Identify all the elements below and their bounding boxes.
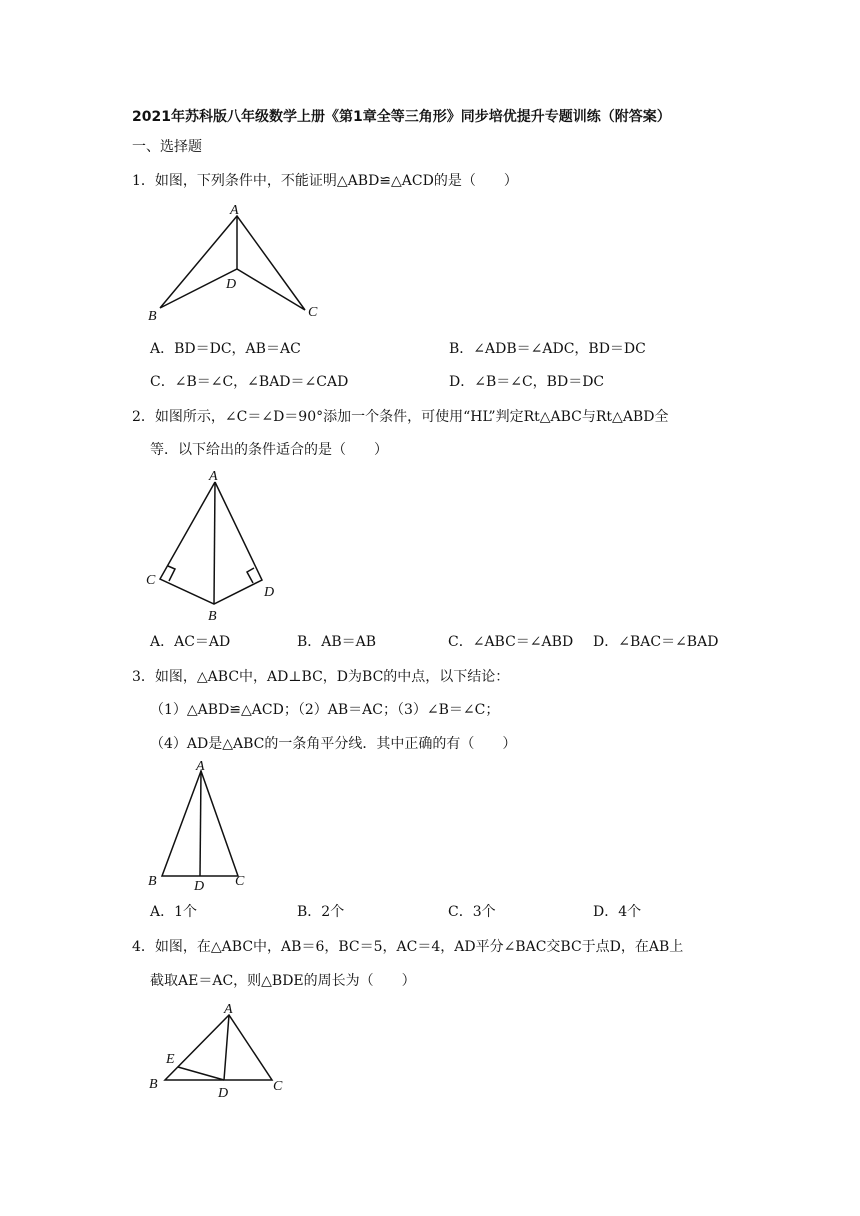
q3-label-a: A xyxy=(196,759,205,774)
question-3-line3: （4）AD是△ABC的一条角平分线．其中正确的有（ ） xyxy=(150,736,517,752)
q4-label-b: B xyxy=(149,1077,158,1092)
q2-label-b: B xyxy=(208,609,217,624)
q3-option-b[interactable]: B．2个 xyxy=(297,904,345,920)
q3-option-c[interactable]: C．3个 xyxy=(448,904,496,920)
q2-label-a: A xyxy=(209,469,218,484)
question-3-figure xyxy=(140,755,260,895)
q3-segment-ad xyxy=(200,771,201,876)
document-title: 2021年苏科版八年级数学上册《第1章全等三角形》同步培优提升专题训练（附答案） xyxy=(132,109,671,125)
q4-segment-ad xyxy=(224,1015,229,1080)
q2-outline xyxy=(160,482,262,604)
q2-label-c: C xyxy=(146,573,156,588)
section-heading: 一、选择题 xyxy=(132,139,202,155)
q2-option-d[interactable]: D．∠BAC＝∠BAD xyxy=(593,634,719,650)
q1-option-c[interactable]: C．∠B＝∠C，∠BAD＝∠CAD xyxy=(150,374,349,390)
q3-label-b: B xyxy=(148,874,157,889)
q2-label-d: D xyxy=(264,585,275,600)
q1-label-d: D xyxy=(226,277,237,292)
q2-right-angle-d xyxy=(247,568,254,583)
q4-label-c: C xyxy=(273,1079,283,1094)
q4-label-a: A xyxy=(224,1002,233,1017)
q2-right-angle-c xyxy=(168,566,175,581)
q1-option-d[interactable]: D．∠B＝∠C，BD＝DC xyxy=(449,374,605,390)
question-2-figure xyxy=(140,464,290,624)
q2-option-a[interactable]: A．AC＝AD xyxy=(150,634,231,650)
q3-option-a[interactable]: A．1个 xyxy=(150,904,198,920)
question-1-figure xyxy=(140,198,340,328)
q4-label-d: D xyxy=(218,1086,229,1101)
question-4-stem-line2: 截取AE＝AC，则△BDE的周长为（ ） xyxy=(150,973,416,989)
q4-label-e: E xyxy=(166,1052,175,1067)
question-4-figure xyxy=(140,998,300,1108)
q2-option-c[interactable]: C．∠ABC＝∠ABD xyxy=(448,634,574,650)
q3-label-d: D xyxy=(194,879,205,894)
question-3-line2: （1）△ABD≌△ACD；（2）AB＝AC；（3）∠B＝∠C； xyxy=(150,702,500,718)
q1-option-a[interactable]: A．BD＝DC，AB＝AC xyxy=(150,341,301,357)
q4-segment-ed xyxy=(178,1067,224,1080)
q4-triangle xyxy=(165,1015,272,1080)
q1-label-b: B xyxy=(148,309,157,324)
q1-outline xyxy=(160,216,305,310)
q3-label-c: C xyxy=(235,874,245,889)
question-1-stem: 1．如图，下列条件中，不能证明△ABD≌△ACD的是（ ） xyxy=(132,173,518,189)
q1-option-b[interactable]: B．∠ADB＝∠ADC，BD＝DC xyxy=(449,341,646,357)
q1-label-c: C xyxy=(308,305,318,320)
q3-option-d[interactable]: D．4个 xyxy=(593,904,642,920)
q2-option-b[interactable]: B．AB＝AB xyxy=(297,634,377,650)
question-4-stem-line1: 4．如图，在△ABC中，AB＝6，BC＝5，AC＝4，AD平分∠BAC交BC于点D，在AB上 xyxy=(132,939,684,955)
question-2-stem-line2: 等．以下给出的条件适合的是（ ） xyxy=(150,442,388,458)
question-2-stem-line1: 2．如图所示，∠C＝∠D＝90°添加一个条件，可使用“HL”判定Rt△ABC与Rt△ABD全 xyxy=(132,409,669,425)
question-3-stem: 3．如图，△ABC中，AD⊥BC，D为BC的中点，以下结论： xyxy=(132,669,510,685)
q2-segment-ab xyxy=(214,482,215,604)
q1-label-a: A xyxy=(230,203,239,218)
